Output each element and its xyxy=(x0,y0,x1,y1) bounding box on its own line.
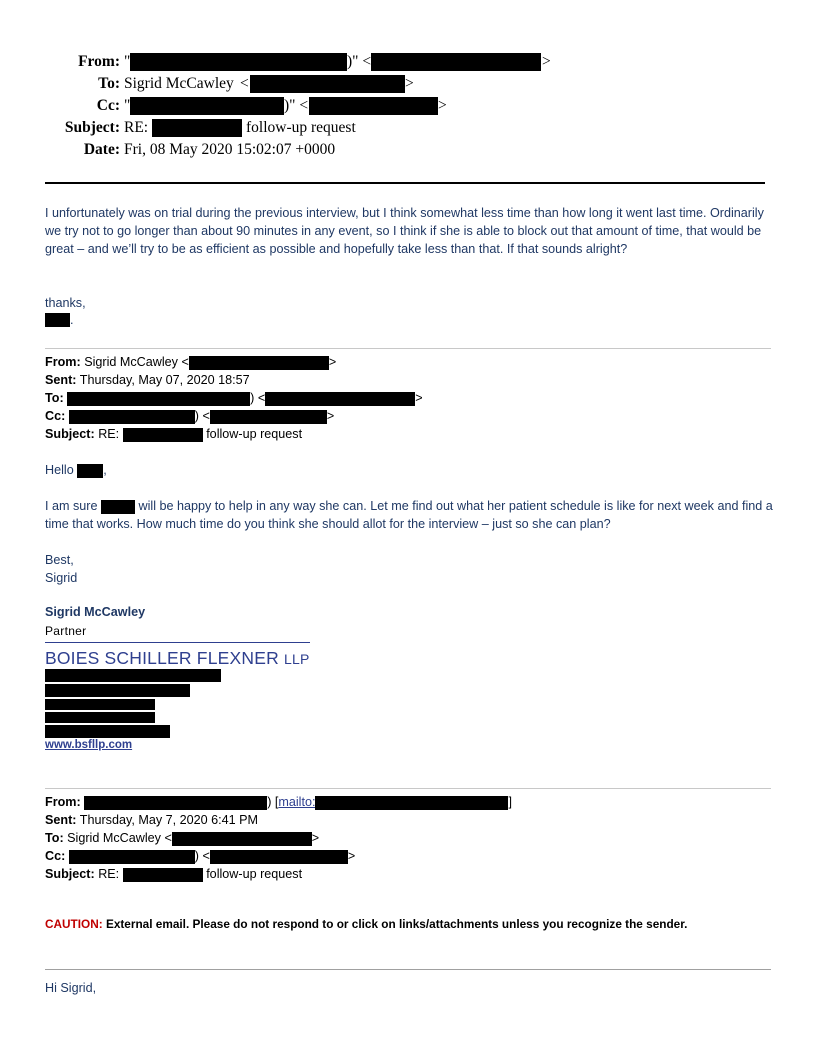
reply1-body: I unfortunately was on trial during the previous interview, but I think somewhat less time than how long it went last time. Ordinarily we try not to go longer than about 90 minutes in any event, so I think if she is able to block out that amount of time, that would be great – and we’ll try to be as efficient as possible and hopefully take less than that. If that sounds alright? xyxy=(45,206,764,256)
msg3-sent-label: Sent: xyxy=(45,813,77,827)
msg2-body xyxy=(45,497,775,533)
header-date-value: Fri, 08 May 2020 15:02:07 +0000 xyxy=(124,141,336,158)
redaction-block xyxy=(309,97,438,115)
redaction-block xyxy=(69,850,195,864)
message-divider xyxy=(45,788,771,789)
msg2-to-row: To: ) < > xyxy=(45,391,423,405)
redaction-block xyxy=(45,669,221,682)
signature-firm-name: BOIES SCHILLER FLEXNER xyxy=(45,648,279,668)
header-to-label: To: xyxy=(98,75,120,92)
msg3-cc-row: Cc: ) < > xyxy=(45,849,356,863)
header-from-label: From: xyxy=(78,53,120,70)
msg2-greeting: Hello xyxy=(45,463,74,477)
redaction-block xyxy=(45,313,70,327)
redaction-block xyxy=(371,53,541,71)
msg2-from-name: Sigrid McCawley xyxy=(84,355,178,369)
msg3-from-label: From: xyxy=(45,795,81,809)
signature-firm xyxy=(45,648,310,669)
msg2-cc-row: Cc: ) < > xyxy=(45,409,335,423)
message-divider xyxy=(45,969,771,970)
header-subject-prefix: RE: xyxy=(124,119,149,136)
redaction-block xyxy=(210,410,327,424)
signature-name: Sigrid McCawley xyxy=(45,605,146,619)
redaction-block xyxy=(130,97,284,115)
signature-title: Partner xyxy=(45,624,87,638)
signature-divider xyxy=(45,642,310,643)
header-cc-label: Cc: xyxy=(96,97,120,114)
header-date-label: Date: xyxy=(83,141,120,158)
msg2-sent-value: Thursday, May 07, 2020 18:57 xyxy=(79,373,250,387)
caution-banner xyxy=(45,917,687,931)
redaction-block xyxy=(45,725,170,738)
redaction-block xyxy=(250,75,405,93)
msg3-cc-label: Cc: xyxy=(45,849,66,863)
msg2-from-row: From: Sigrid McCawley < > xyxy=(45,355,337,369)
msg2-closing: Best, xyxy=(45,553,74,567)
signature-website-link[interactable]: www.bsfllp.com xyxy=(45,739,133,751)
msg3-subject-row xyxy=(45,865,302,883)
signature-firm-suffix: LLP xyxy=(283,651,310,667)
msg2-subject-suffix: follow-up request xyxy=(206,427,303,441)
redaction-block xyxy=(45,712,155,723)
redaction-block xyxy=(69,410,195,424)
msg3-subject-prefix: RE: xyxy=(98,867,120,881)
redaction-block xyxy=(315,796,508,810)
msg2-subject-prefix: RE: xyxy=(98,427,120,441)
redaction-block xyxy=(265,392,415,406)
reply3-greeting: Hi Sigrid, xyxy=(45,981,97,995)
redaction-block xyxy=(152,119,242,137)
msg2-greeting-row: Hello , xyxy=(45,463,107,477)
msg3-mailto-link[interactable]: mailto: xyxy=(278,795,316,809)
msg3-from-row: From: ) [mailto: ] xyxy=(45,795,512,809)
msg2-signoff: Sigrid xyxy=(45,571,78,585)
msg3-subject-label: Subject: xyxy=(45,867,95,881)
msg2-cc-label: Cc: xyxy=(45,409,66,423)
message-divider xyxy=(45,348,771,349)
header-to-name: Sigrid McCawley xyxy=(124,75,234,92)
caution-text: External email. Please do not respond to or click on links/attachments unless you recognize the sender. xyxy=(105,917,688,931)
msg3-sent-value: Thursday, May 7, 2020 6:41 PM xyxy=(79,813,259,827)
header-subject-suffix: follow-up request xyxy=(246,119,356,136)
redaction-block xyxy=(45,684,190,697)
msg2-sent-label: Sent: xyxy=(45,373,77,387)
reply1-closing: thanks, xyxy=(45,296,86,310)
msg2-body-post: will be happy to help in any way she can. Let me find out what her patient schedule is like for next week and find a time that works. How much time do you think she should allot for the interview – just so she can plan? xyxy=(45,499,773,531)
redaction-block xyxy=(67,392,250,406)
redaction-block xyxy=(189,356,329,370)
redaction-block xyxy=(84,796,267,810)
redaction-block xyxy=(130,53,347,71)
msg2-to-label: To: xyxy=(45,391,64,405)
caution-label: CAUTION: xyxy=(45,917,103,931)
msg2-subject-label: Subject: xyxy=(45,427,95,441)
msg2-body-pre: I am sure xyxy=(45,499,98,513)
redaction-block xyxy=(101,500,135,514)
redaction-block xyxy=(210,850,348,864)
redaction-block xyxy=(77,464,103,478)
msg2-from-label: From: xyxy=(45,355,81,369)
msg2-sent-row xyxy=(45,371,250,389)
msg3-to-row: To: Sigrid McCawley < > xyxy=(45,831,320,845)
redaction-block xyxy=(172,832,312,846)
msg2-subject-row xyxy=(45,425,302,443)
redaction-block xyxy=(45,699,155,710)
msg3-to-name: Sigrid McCawley xyxy=(67,831,161,845)
redaction-block xyxy=(123,428,203,442)
header-subject-label: Subject: xyxy=(64,119,120,136)
msg3-subject-suffix: follow-up request xyxy=(206,867,303,881)
msg3-sent-row xyxy=(45,811,258,829)
redaction-block xyxy=(123,868,203,882)
msg3-to-label: To: xyxy=(45,831,64,845)
header-divider xyxy=(45,182,765,184)
